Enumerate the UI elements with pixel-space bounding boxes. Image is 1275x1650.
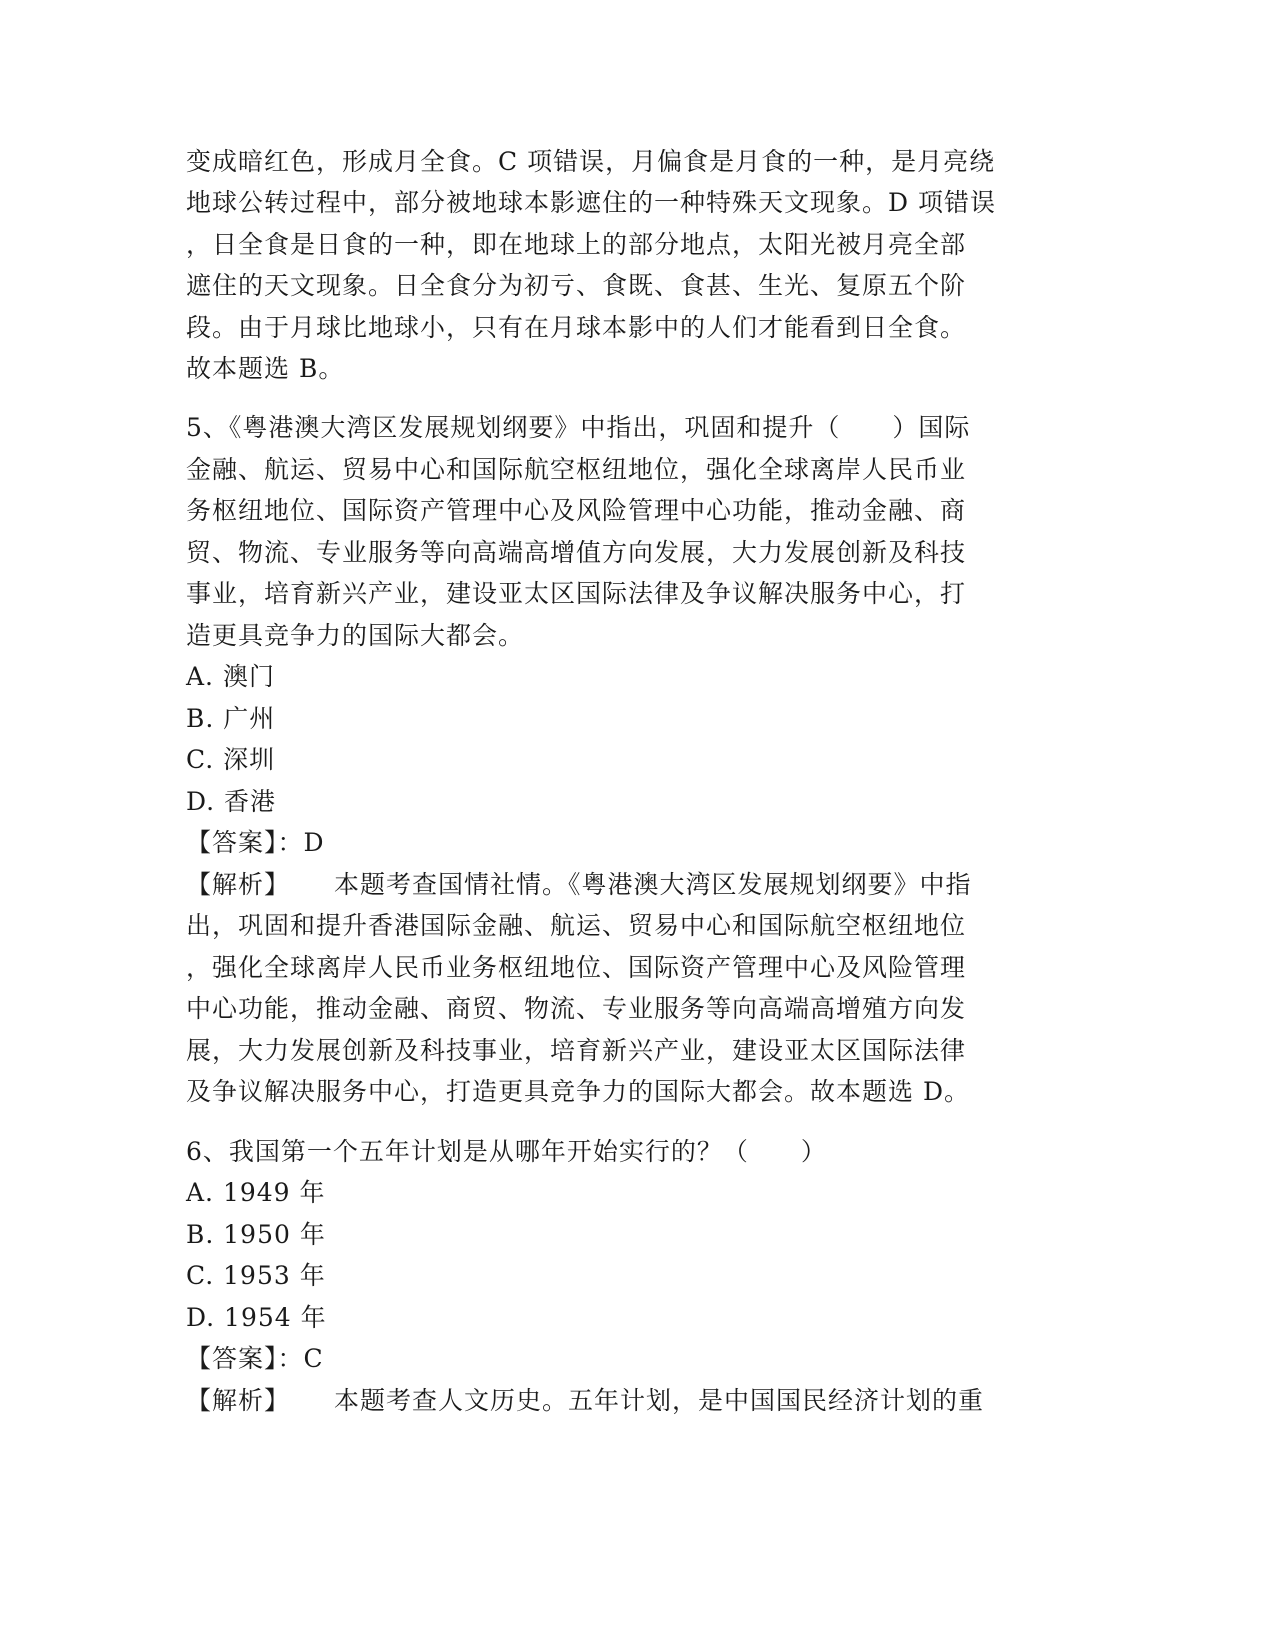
option-d: D. 1954 年 (186, 1303, 327, 1332)
paragraph-line: 地球公转过程中，部分被地球本影遮住的一种特殊天文现象。D 项错误 (186, 188, 996, 217)
paragraph-line: ，日全食是日食的一种，即在地球上的部分地点，太阳光被月亮全部 (186, 230, 967, 259)
question-5-stem: 金融、航运、贸易中心和国际航空枢纽地位，强化全球离岸人民币业 (186, 455, 967, 484)
analysis-first-line (186, 870, 972, 900)
analysis-line: 中心功能，推动金融、商贸、物流、专业服务等向高端高增殖方向发 (186, 994, 967, 1023)
paragraph-line: 故本题选 B。 (186, 354, 345, 383)
answer-line: 【答案】：D (186, 828, 325, 857)
option-c: C. 深圳 (186, 745, 276, 774)
question-5-stem: 5、《粤港澳大湾区发展规划纲要》中指出，巩固和提升（ ）国际 (186, 413, 971, 442)
analysis-line: 展，大力发展创新及科技事业，培育新兴产业，建设亚太区国际法律 (186, 1036, 967, 1065)
analysis-label: 【解析】 (186, 870, 291, 899)
question-5-stem: 贸、物流、专业服务等向高端高增值方向发展，大力发展创新及科技 (186, 538, 967, 567)
option-a: A. 1949 年 (186, 1178, 326, 1207)
question-5-stem: 造更具竞争力的国际大都会。 (186, 621, 525, 650)
analysis-text: 本题考查人文历史。五年计划，是中国国民经济计划的重 (334, 1386, 985, 1415)
analysis-text: 本题考查国情社情。《粤港澳大湾区发展规划纲要》中指 (334, 870, 972, 899)
paragraph-line: 段。由于月球比地球小，只有在月球本影中的人们才能看到日全食。 (186, 313, 967, 342)
answer-line: 【答案】：C (186, 1344, 324, 1373)
question-5-stem: 务枢纽地位、国际资产管理中心及风险管理中心功能，推动金融、商 (186, 496, 967, 525)
option-b: B. 1950 年 (186, 1220, 326, 1249)
paragraph-line: 遮住的天文现象。日全食分为初亏、食既、食甚、生光、复原五个阶 (186, 271, 967, 300)
question-6-stem: 6、我国第一个五年计划是从哪年开始实行的？（ ） (186, 1137, 827, 1166)
option-b: B. 广州 (186, 704, 276, 733)
analysis-line: 出，巩固和提升香港国际金融、航运、贸易中心和国际航空枢纽地位 (186, 911, 967, 940)
analysis-first-line (186, 1386, 984, 1416)
option-d: D. 香港 (186, 787, 277, 816)
analysis-line: 及争议解决服务中心，打造更具竞争力的国际大都会。故本题选 D。 (186, 1077, 970, 1106)
option-a: A. 澳门 (186, 662, 275, 691)
option-c: C. 1953 年 (186, 1261, 326, 1290)
paragraph-line: 变成暗红色，形成月全食。C 项错误，月偏食是月食的一种，是月亮绕 (186, 147, 996, 176)
analysis-line: ，强化全球离岸人民币业务枢纽地位、国际资产管理中心及风险管理 (186, 953, 967, 982)
analysis-label: 【解析】 (186, 1386, 291, 1415)
question-5-stem: 事业，培育新兴产业，建设亚太区国际法律及争议解决服务中心，打 (186, 579, 967, 608)
